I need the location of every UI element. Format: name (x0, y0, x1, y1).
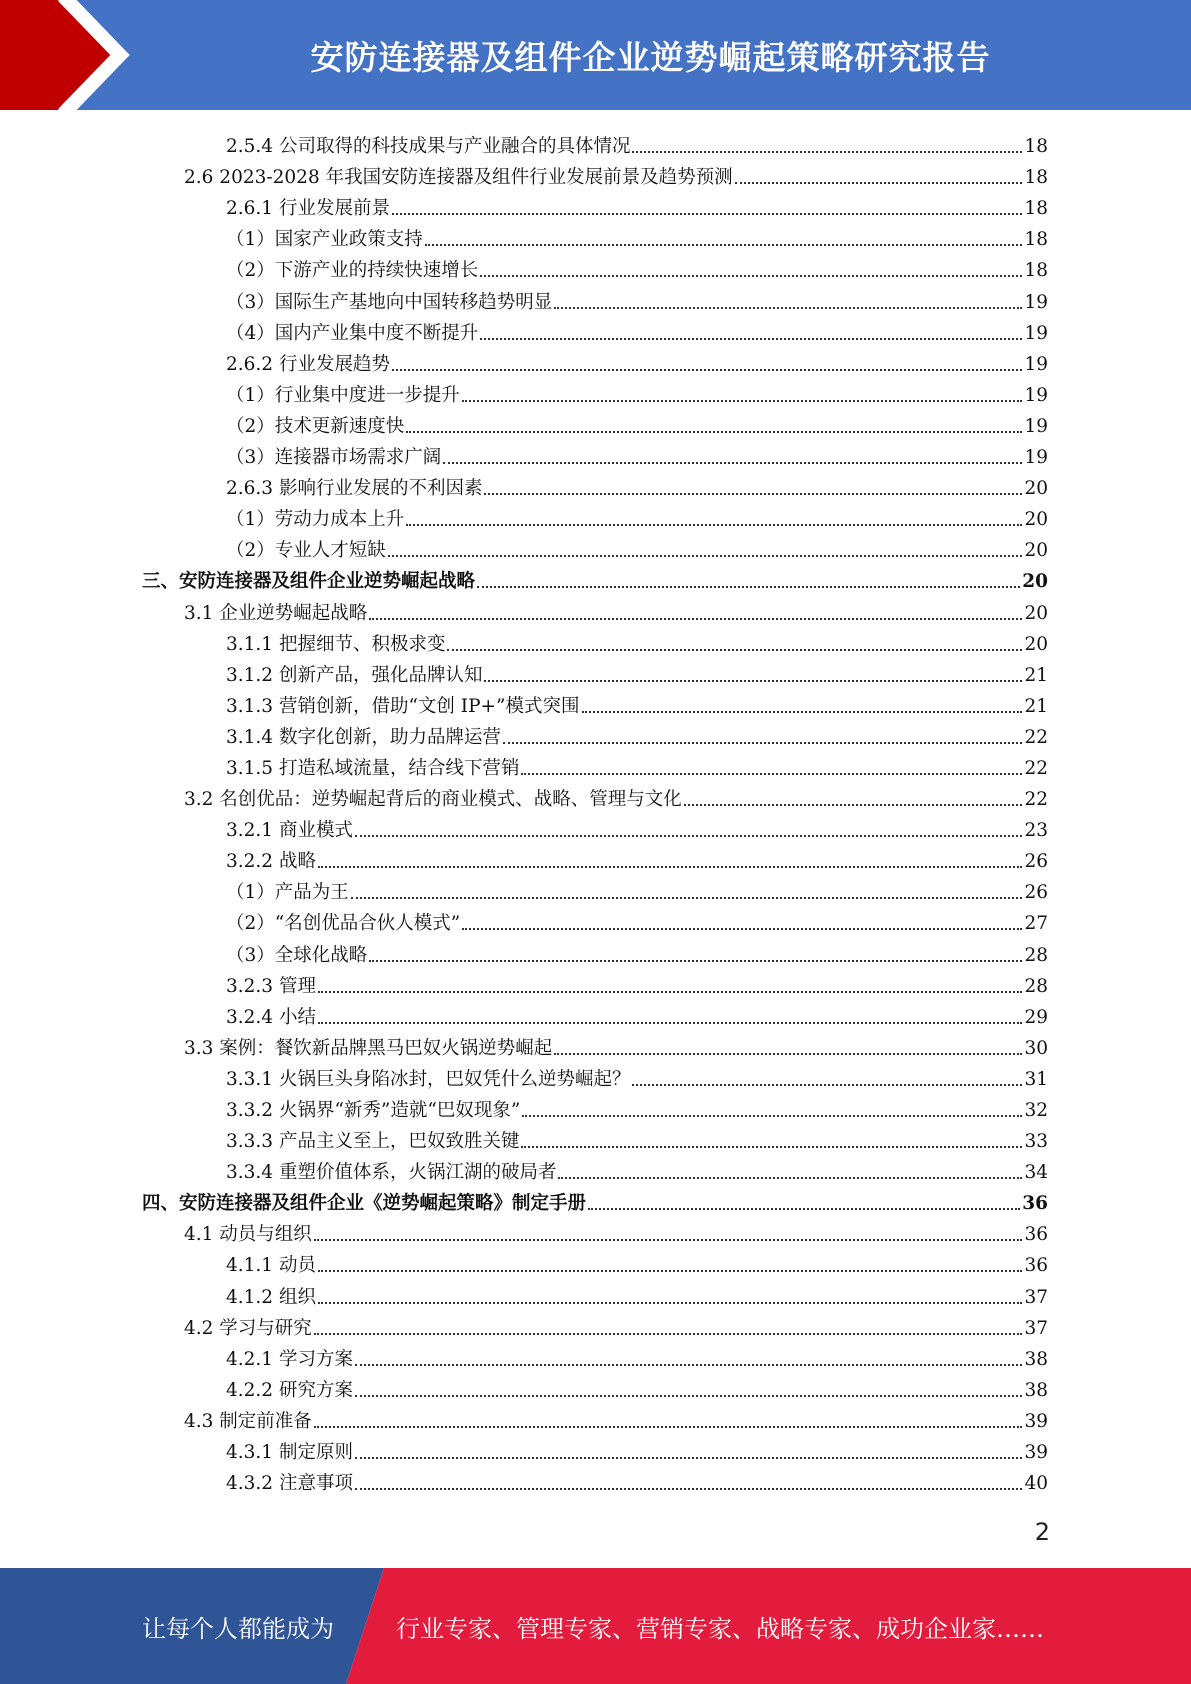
toc-dot-leader (521, 1146, 1022, 1148)
toc-dot-leader (480, 338, 1022, 340)
toc-entry[interactable] (142, 687, 1048, 718)
toc-entry-page: 28 (1024, 944, 1048, 966)
red-arrow-shape (0, 0, 120, 110)
footer-slogan-left: 让每个人都能成为 (142, 1614, 334, 1643)
toc-entry[interactable] (142, 1122, 1048, 1153)
toc-entry-page: 20 (1024, 633, 1048, 655)
toc-dot-leader (355, 1488, 1023, 1490)
toc-entry-label: 3.2.2 战略 (226, 851, 316, 873)
report-title: 安防连接器及组件企业逆势崛起策略研究报告 (310, 37, 991, 77)
toc-dot-leader (735, 182, 1023, 184)
toc-dot-leader (355, 1395, 1023, 1397)
toc-entry-label: （3）国际生产基地向中国转移趋势明显 (226, 291, 553, 313)
toc-entry[interactable] (142, 593, 1048, 624)
toc-entry-page: 36 (1024, 1224, 1048, 1246)
toc-dot-leader (318, 1302, 1023, 1304)
toc-entry[interactable] (142, 376, 1048, 407)
toc-entry-label: 4.1.2 组织 (226, 1286, 316, 1308)
toc-entry[interactable] (142, 158, 1048, 189)
toc-entry[interactable] (142, 1246, 1048, 1277)
toc-entry-label: 三、安防连接器及组件企业逆势崛起战略 (142, 571, 476, 593)
toc-entry-label: 3.2.1 商业模式 (226, 820, 353, 842)
toc-entry-page: 39 (1024, 1442, 1048, 1464)
toc-entry-label: 2.6.3 影响行业发展的不利因素 (226, 478, 483, 500)
toc-entry[interactable] (142, 469, 1048, 500)
toc-dot-leader (521, 773, 1022, 775)
toc-dot-leader (355, 1457, 1023, 1459)
toc-dot-leader (462, 928, 1022, 930)
toc-entry-page: 31 (1024, 1068, 1048, 1090)
toc-entry-label: 4.1.1 动员 (226, 1255, 316, 1277)
toc-entry[interactable] (142, 1309, 1048, 1340)
toc-entry-label: （2）“名创优品合伙人模式” (226, 913, 461, 935)
toc-entry-label: 2.6.1 行业发展前景 (226, 198, 390, 220)
toc-entry-page: 18 (1024, 167, 1048, 189)
toc-entry-label: 4.2.2 研究方案 (226, 1379, 353, 1401)
toc-dot-leader (314, 1239, 1023, 1241)
toc-dot-leader (318, 866, 1023, 868)
toc-entry-page: 18 (1024, 136, 1048, 158)
toc-entry[interactable] (142, 811, 1048, 842)
toc-entry[interactable] (142, 438, 1048, 469)
footer-slogan-right: 行业专家、管理专家、营销专家、战略专家、成功企业家…… (396, 1614, 1044, 1643)
toc-entry[interactable] (142, 1215, 1048, 1246)
toc-entry-page: 18 (1024, 198, 1048, 220)
toc-dot-leader (314, 1333, 1023, 1335)
toc-entry[interactable] (142, 780, 1048, 811)
toc-entry[interactable] (142, 873, 1048, 904)
toc-entry[interactable] (142, 345, 1048, 376)
toc-dot-leader (588, 1208, 1020, 1210)
toc-dot-leader (355, 1364, 1023, 1366)
page-number: 2 (1034, 1518, 1050, 1546)
toc-entry-page: 37 (1024, 1317, 1048, 1339)
toc-entry-label: 3.2.4 小结 (226, 1006, 316, 1028)
toc-entry-page: 36 (1024, 1255, 1048, 1277)
toc-entry[interactable] (142, 562, 1048, 593)
toc-entry-page: 21 (1024, 664, 1048, 686)
toc-entry[interactable] (142, 656, 1048, 687)
toc-dot-leader (447, 649, 1022, 651)
toc-entry-page: 22 (1024, 757, 1048, 779)
toc-entry[interactable] (142, 998, 1048, 1029)
toc-dot-leader (558, 1177, 1022, 1179)
toc-entry-page: 28 (1024, 975, 1048, 997)
toc-entry-label: （3）连接器市场需求广阔 (226, 447, 442, 469)
toc-entry-label: 3.1.5 打造私域流量，结合线下营销 (226, 757, 520, 779)
page-footer (0, 1568, 1191, 1684)
toc-entry[interactable] (142, 531, 1048, 562)
toc-entry-page: 22 (1024, 789, 1048, 811)
toc-entry[interactable] (142, 407, 1048, 438)
toc-entry-page: 29 (1024, 1006, 1048, 1028)
toc-dot-leader (425, 244, 1023, 246)
toc-entry-page: 40 (1024, 1473, 1048, 1495)
toc-entry[interactable] (142, 1153, 1048, 1184)
toc-entry[interactable] (142, 1402, 1048, 1433)
toc-entry-label: 3.3.4 重塑价值体系，火锅江湖的破局者 (226, 1162, 557, 1184)
toc-entry[interactable] (142, 1029, 1048, 1060)
toc-entry-label: 3.1.2 创新产品，强化品牌认知 (226, 664, 483, 686)
toc-dot-leader (522, 1115, 1022, 1117)
toc-entry-page: 23 (1024, 820, 1048, 842)
toc-dot-leader (369, 960, 1022, 962)
toc-entry-page: 19 (1024, 415, 1048, 437)
toc-entry-page: 21 (1024, 695, 1048, 717)
toc-entry-label: 3.3.1 火锅巨头身陷冰封，巴奴凭什么逆势崛起？ (226, 1068, 631, 1090)
toc-entry-label: 3.1 企业逆势崛起战略 (184, 602, 368, 624)
toc-entry-page: 20 (1024, 509, 1048, 531)
toc-entry-label: 4.3.2 注意事项 (226, 1473, 353, 1495)
toc-entry-label: 2.5.4 公司取得的科技成果与产业融合的具体情况 (226, 136, 631, 158)
toc-entry-label: （2）技术更新速度快 (226, 415, 405, 437)
toc-dot-leader (318, 1022, 1023, 1024)
toc-entry-page: 18 (1024, 260, 1048, 282)
toc-dot-leader (462, 400, 1023, 402)
header-arrow-decoration (0, 0, 160, 110)
toc-entry-label: 4.3.1 制定原则 (226, 1442, 353, 1464)
toc-entry-label: 3.2 名创优品：逆势崛起背后的商业模式、战略、管理与文化 (184, 789, 682, 811)
toc-entry-page: 34 (1024, 1162, 1048, 1184)
toc-dot-leader (388, 555, 1023, 557)
toc-entry[interactable] (142, 718, 1048, 749)
toc-entry-label: 3.1.1 把握细节、积极求变 (226, 633, 446, 655)
toc-dot-leader (554, 307, 1022, 309)
toc-entry[interactable] (142, 282, 1048, 313)
toc-entry-label: 3.3 案例：餐饮新品牌黑马巴奴火锅逆势崛起 (184, 1037, 553, 1059)
toc-entry-page: 18 (1024, 229, 1048, 251)
toc-entry[interactable] (142, 314, 1048, 345)
toc-dot-leader (503, 742, 1022, 744)
toc-entry-page: 32 (1024, 1100, 1048, 1121)
toc-dot-leader (392, 213, 1022, 215)
toc-entry-label: 2.6.2 行业发展趋势 (226, 353, 390, 375)
toc-entry-page: 20 (1022, 571, 1048, 593)
toc-entry-label: 4.1 动员与组织 (184, 1224, 312, 1246)
toc-entry-label: 4.2.1 学习方案 (226, 1348, 353, 1370)
toc-entry-label: 3.3.3 产品主义至上，巴奴致胜关键 (226, 1131, 520, 1153)
toc-entry-page: 36 (1022, 1193, 1048, 1215)
toc-entry-label: 4.2 学习与研究 (184, 1317, 312, 1339)
toc-dot-leader (632, 1084, 1022, 1086)
toc-entry-label: （2）专业人才短缺 (226, 540, 386, 562)
toc-entry-page: 38 (1024, 1348, 1048, 1370)
toc-entry-label: 3.2.3 管理 (226, 975, 316, 997)
toc-entry-page: 19 (1024, 322, 1048, 344)
toc-entry[interactable] (142, 935, 1048, 966)
toc-dot-leader (406, 524, 1022, 526)
toc-dot-leader (684, 804, 1023, 806)
toc-entry-label: （4）国内产业集中度不断提升 (226, 322, 479, 344)
toc-entry-label: 四、安防连接器及组件企业《逆势崛起策略》制定手册 (142, 1193, 587, 1215)
toc-entry-page: 33 (1024, 1131, 1048, 1153)
toc-entry[interactable] (142, 1277, 1048, 1308)
toc-entry[interactable] (142, 220, 1048, 251)
toc-entry-page: 26 (1024, 851, 1048, 873)
toc-dot-leader (392, 369, 1022, 371)
toc-entry-page: 39 (1024, 1410, 1048, 1432)
toc-entry-page: 20 (1024, 602, 1048, 624)
toc-entry-page: 20 (1024, 478, 1048, 500)
toc-entry[interactable] (142, 189, 1048, 220)
toc-entry[interactable] (142, 1340, 1048, 1371)
page-header (0, 0, 1191, 110)
toc-entry[interactable] (142, 749, 1048, 780)
toc-entry-label: （2）下游产业的持续快速增长 (226, 260, 479, 282)
toc-dot-leader (406, 431, 1022, 433)
toc-dot-leader (355, 835, 1023, 837)
toc-dot-leader (477, 586, 1020, 588)
toc-entry-page: 19 (1024, 447, 1048, 469)
toc-entry-page: 27 (1024, 913, 1048, 935)
toc-entry-label: （1）产品为王 (226, 882, 349, 904)
toc-entry[interactable] (142, 904, 1048, 935)
toc-dot-leader (318, 991, 1023, 993)
toc-entry[interactable] (142, 1060, 1048, 1091)
toc-dot-leader (318, 1270, 1023, 1272)
toc-entry[interactable] (142, 1371, 1048, 1402)
toc-dot-leader (632, 151, 1022, 153)
toc-entry-page: 19 (1024, 353, 1048, 375)
toc-dot-leader (582, 711, 1023, 713)
toc-entry-label: 2.6 2023-2028 年我国安防连接器及组件行业发展前景及趋势预测 (184, 167, 733, 189)
toc-entry[interactable] (142, 1091, 1048, 1122)
table-of-contents (142, 127, 1048, 1495)
toc-entry-label: （1）劳动力成本上升 (226, 509, 405, 531)
toc-entry-page: 37 (1024, 1286, 1048, 1308)
toc-entry-label: 3.1.4 数字化创新，助力品牌运营 (226, 726, 501, 748)
toc-dot-leader (480, 275, 1022, 277)
toc-entry-page: 38 (1024, 1379, 1048, 1401)
toc-entry-label: 3.1.3 营销创新，借助“文创 IP+”模式突围 (226, 695, 580, 717)
toc-entry-page: 20 (1024, 540, 1048, 562)
toc-entry-label: 3.3.2 火锅界“新秀”造就“巴奴现象” (226, 1100, 521, 1121)
toc-entry[interactable] (142, 251, 1048, 282)
toc-dot-leader (314, 1426, 1023, 1428)
toc-entry-page: 22 (1024, 726, 1048, 748)
toc-entry[interactable] (142, 1433, 1048, 1464)
toc-entry-label: 4.3 制定前准备 (184, 1410, 312, 1432)
toc-entry[interactable] (142, 500, 1048, 531)
toc-dot-leader (351, 897, 1023, 899)
toc-entry[interactable] (142, 842, 1048, 873)
toc-entry-page: 19 (1024, 384, 1048, 406)
toc-entry-label: （1）国家产业政策支持 (226, 229, 423, 251)
toc-entry[interactable] (142, 625, 1048, 656)
toc-entry[interactable] (142, 1464, 1048, 1495)
toc-entry-label: （1）行业集中度进一步提升 (226, 384, 460, 406)
toc-dot-leader (554, 1053, 1022, 1055)
toc-dot-leader (443, 462, 1022, 464)
toc-entry[interactable] (142, 1184, 1048, 1215)
toc-entry-page: 26 (1024, 882, 1048, 904)
toc-entry[interactable] (142, 967, 1048, 998)
toc-entry-page: 30 (1024, 1037, 1048, 1059)
toc-entry[interactable] (142, 127, 1048, 158)
toc-entry-label: （3）全球化战略 (226, 944, 368, 966)
toc-dot-leader (484, 493, 1022, 495)
toc-dot-leader (369, 618, 1022, 620)
toc-entry-page: 19 (1024, 291, 1048, 313)
toc-dot-leader (484, 680, 1022, 682)
